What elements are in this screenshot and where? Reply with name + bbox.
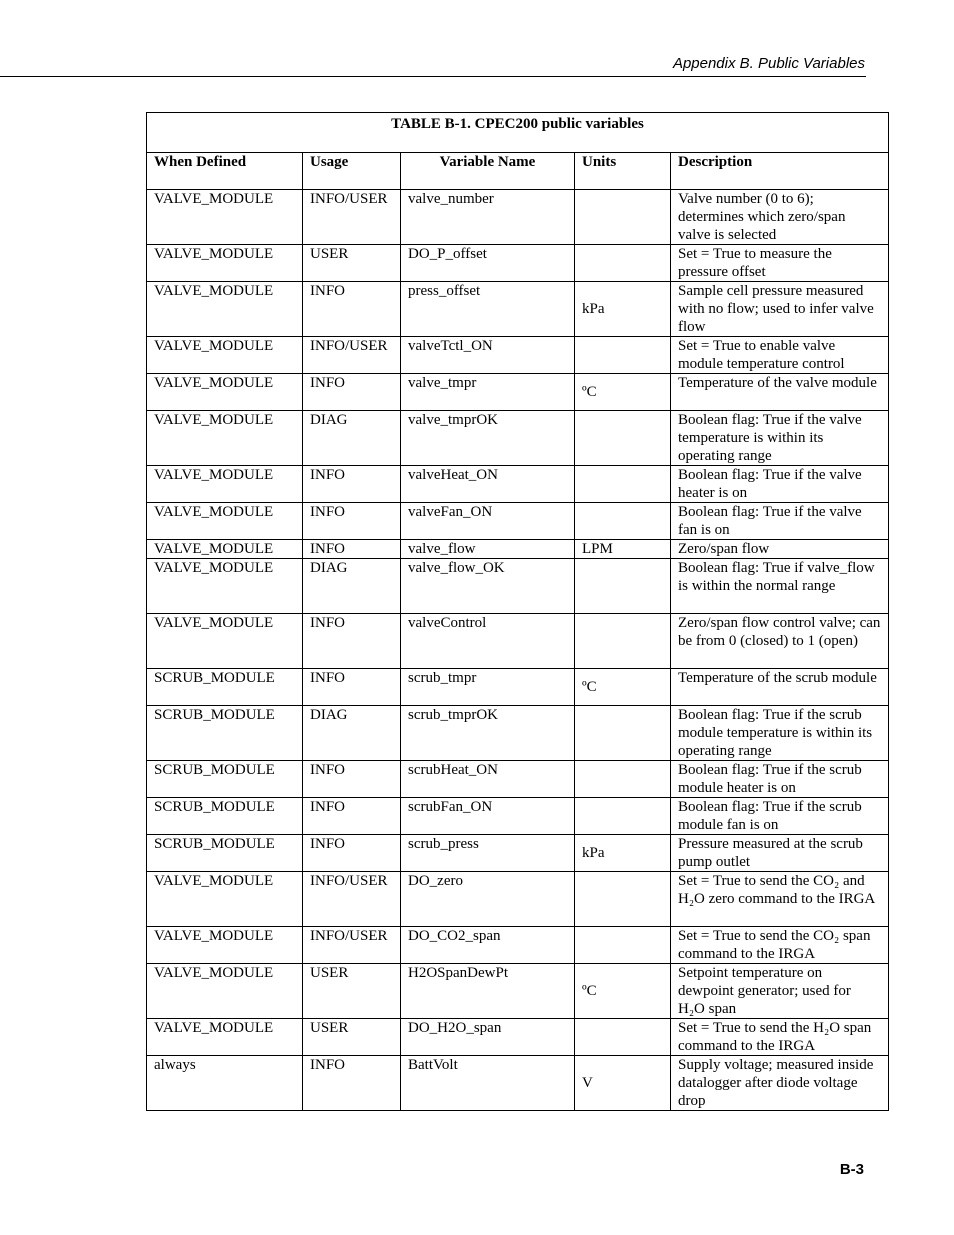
cell-description: Set = True to send the H₂O span command to the IRGA — [671, 1019, 889, 1056]
cell-when-defined: VALVE_MODULE — [147, 337, 303, 374]
cell-usage: INFO — [303, 761, 401, 798]
cell-description: Pressure measured at the scrub pump outlet — [671, 835, 889, 872]
cell-variable-name: valve_number — [401, 190, 575, 245]
table-row — [147, 798, 889, 835]
table-row — [147, 540, 889, 559]
cell-when-defined: VALVE_MODULE — [147, 559, 303, 614]
cell-units — [575, 798, 671, 835]
cell-when-defined: always — [147, 1056, 303, 1111]
cell-description: Zero/span flow control valve; can be from 0 (closed) to 1 (open) — [671, 614, 889, 669]
cell-usage: INFO — [303, 282, 401, 337]
table-row — [147, 927, 889, 964]
cell-usage: DIAG — [303, 411, 401, 466]
cell-usage: INFO — [303, 614, 401, 669]
cell-units: V — [575, 1056, 671, 1111]
cell-variable-name: H2OSpanDewPt — [401, 964, 575, 1019]
cell-usage: USER — [303, 964, 401, 1019]
table-row — [147, 706, 889, 761]
cell-usage: USER — [303, 245, 401, 282]
table-row — [147, 245, 889, 282]
cell-usage: INFO/USER — [303, 872, 401, 927]
cell-description: Boolean flag: True if valve_flow is within the normal range — [671, 559, 889, 614]
cell-description: Boolean flag: True if the scrub module temperature is within its operating range — [671, 706, 889, 761]
cell-when-defined: VALVE_MODULE — [147, 1019, 303, 1056]
cell-when-defined: VALVE_MODULE — [147, 245, 303, 282]
table-row — [147, 761, 889, 798]
cell-variable-name: valveFan_ON — [401, 503, 575, 540]
cell-variable-name: press_offset — [401, 282, 575, 337]
cell-units: kPa — [575, 835, 671, 872]
cell-variable-name: DO_CO2_span — [401, 927, 575, 964]
cell-description: Boolean flag: True if the valve fan is on — [671, 503, 889, 540]
table-row — [147, 872, 889, 927]
column-header-usage: Usage — [303, 153, 401, 190]
cell-usage: INFO — [303, 669, 401, 706]
table-row — [147, 282, 889, 337]
cell-units: ºC — [575, 964, 671, 1019]
cell-description: Temperature of the valve module — [671, 374, 889, 411]
cell-description: Boolean flag: True if the scrub module heater is on — [671, 761, 889, 798]
cell-usage: INFO — [303, 374, 401, 411]
table-row — [147, 1019, 889, 1056]
cell-units — [575, 1019, 671, 1056]
table-row — [147, 669, 889, 706]
cell-variable-name: valveTctl_ON — [401, 337, 575, 374]
cell-units: ºC — [575, 669, 671, 706]
cell-usage: INFO — [303, 798, 401, 835]
cell-usage: DIAG — [303, 559, 401, 614]
cell-usage: INFO/USER — [303, 927, 401, 964]
cell-variable-name: scrubHeat_ON — [401, 761, 575, 798]
cell-units — [575, 411, 671, 466]
cell-units — [575, 503, 671, 540]
cell-when-defined: VALVE_MODULE — [147, 872, 303, 927]
cell-usage: USER — [303, 1019, 401, 1056]
page-number: B-3 — [839, 1161, 864, 1178]
table-row — [147, 466, 889, 503]
cell-when-defined: VALVE_MODULE — [147, 190, 303, 245]
cell-variable-name: scrub_press — [401, 835, 575, 872]
cell-variable-name: valve_tmprOK — [401, 411, 575, 466]
cell-variable-name: valve_flow_OK — [401, 559, 575, 614]
cell-when-defined: SCRUB_MODULE — [147, 669, 303, 706]
cell-when-defined: SCRUB_MODULE — [147, 798, 303, 835]
cell-description: Sample cell pressure measured with no flow; used to infer valve flow — [671, 282, 889, 337]
cell-units — [575, 872, 671, 927]
table-row — [147, 503, 889, 540]
cell-usage: INFO — [303, 503, 401, 540]
cell-when-defined: VALVE_MODULE — [147, 964, 303, 1019]
cell-variable-name: DO_H2O_span — [401, 1019, 575, 1056]
cell-variable-name: DO_P_offset — [401, 245, 575, 282]
cell-units — [575, 466, 671, 503]
cell-usage: INFO/USER — [303, 337, 401, 374]
cell-units — [575, 706, 671, 761]
cell-description: Set = True to send the CO₂ and H₂O zero command to the IRGA — [671, 872, 889, 927]
cell-description: Set = True to measure the pressure offset — [671, 245, 889, 282]
table-row — [147, 1056, 889, 1111]
cell-units — [575, 761, 671, 798]
cell-variable-name: scrub_tmpr — [401, 669, 575, 706]
cell-description: Boolean flag: True if the valve heater is on — [671, 466, 889, 503]
cell-description: Boolean flag: True if the scrub module fan is on — [671, 798, 889, 835]
cell-when-defined: VALVE_MODULE — [147, 614, 303, 669]
cell-usage: INFO — [303, 835, 401, 872]
column-header-units: Units — [575, 153, 671, 190]
cell-when-defined: VALVE_MODULE — [147, 282, 303, 337]
table-row — [147, 374, 889, 411]
cell-when-defined: VALVE_MODULE — [147, 927, 303, 964]
cell-units: ºC — [575, 374, 671, 411]
cell-variable-name: valve_flow — [401, 540, 575, 559]
column-header-when-defined: When Defined — [147, 153, 303, 190]
cell-when-defined: SCRUB_MODULE — [147, 706, 303, 761]
table-header-row — [147, 153, 889, 190]
cell-description: Temperature of the scrub module — [671, 669, 889, 706]
cell-description: Supply voltage; measured inside datalogger after diode voltage drop — [671, 1056, 889, 1111]
table-row — [147, 337, 889, 374]
table-body — [147, 190, 889, 1111]
table-row — [147, 614, 889, 669]
cell-units: kPa — [575, 282, 671, 337]
cell-when-defined: VALVE_MODULE — [147, 540, 303, 559]
header-title: Appendix B. Public Variables — [672, 55, 865, 72]
column-header-variable-name: Variable Name — [401, 153, 575, 190]
cell-variable-name: BattVolt — [401, 1056, 575, 1111]
cell-description: Valve number (0 to 6); determines which zero/span valve is selected — [671, 190, 889, 245]
cell-when-defined: SCRUB_MODULE — [147, 835, 303, 872]
cell-variable-name: DO_zero — [401, 872, 575, 927]
cell-description: Set = True to enable valve module temperature control — [671, 337, 889, 374]
cell-variable-name: scrubFan_ON — [401, 798, 575, 835]
cell-when-defined: VALVE_MODULE — [147, 411, 303, 466]
cell-description: Set = True to send the CO₂ span command to the IRGA — [671, 927, 889, 964]
cell-units: LPM — [575, 540, 671, 559]
table-row — [147, 559, 889, 614]
table-row — [147, 964, 889, 1019]
cell-variable-name: valveControl — [401, 614, 575, 669]
table-row — [147, 835, 889, 872]
cell-variable-name: scrub_tmprOK — [401, 706, 575, 761]
public-variables-table — [146, 112, 889, 1111]
cell-usage: INFO/USER — [303, 190, 401, 245]
cell-units — [575, 614, 671, 669]
cell-usage: DIAG — [303, 706, 401, 761]
cell-when-defined: SCRUB_MODULE — [147, 761, 303, 798]
cell-units — [575, 245, 671, 282]
cell-units — [575, 559, 671, 614]
cell-usage: INFO — [303, 466, 401, 503]
table-row — [147, 190, 889, 245]
header-rule — [0, 76, 866, 77]
table-caption: TABLE B-1. CPEC200 public variables — [147, 113, 889, 153]
cell-variable-name: valve_tmpr — [401, 374, 575, 411]
cell-when-defined: VALVE_MODULE — [147, 503, 303, 540]
column-header-description: Description — [671, 153, 889, 190]
cell-units — [575, 927, 671, 964]
page-header — [0, 0, 954, 77]
cell-variable-name: valveHeat_ON — [401, 466, 575, 503]
table-row — [147, 411, 889, 466]
cell-usage: INFO — [303, 1056, 401, 1111]
cell-description: Boolean flag: True if the valve temperature is within its operating range — [671, 411, 889, 466]
cell-when-defined: VALVE_MODULE — [147, 374, 303, 411]
cell-usage: INFO — [303, 540, 401, 559]
cell-description: Setpoint temperature on dewpoint generator; used for H₂O span — [671, 964, 889, 1019]
cell-units — [575, 190, 671, 245]
cell-description: Zero/span flow — [671, 540, 889, 559]
cell-units — [575, 337, 671, 374]
cell-when-defined: VALVE_MODULE — [147, 466, 303, 503]
